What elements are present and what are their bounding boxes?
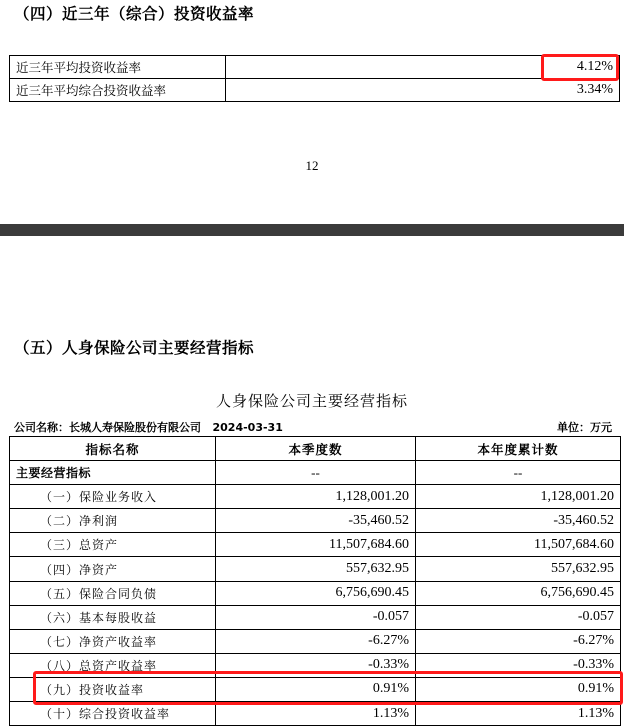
row-label: （一）保险业务收入 <box>10 485 216 509</box>
row-label: （十）综合投资收益率 <box>10 702 216 726</box>
table-row <box>10 557 621 581</box>
highlight-box <box>541 54 619 81</box>
cell-quarter: 6,756,690.45 <box>216 581 416 605</box>
cell-ytd: -6.27% <box>416 629 621 653</box>
row-value: 3.34% <box>226 79 620 102</box>
row-value: 4.12% <box>226 56 620 79</box>
cell-quarter: 1,128,001.20 <box>216 485 416 509</box>
cell-quarter: -0.057 <box>216 605 416 629</box>
row-label: 主要经营指标 <box>10 461 216 485</box>
investment-return-table <box>9 55 620 102</box>
cell-ytd: 6,756,690.45 <box>416 581 621 605</box>
cell-ytd: 1,128,001.20 <box>416 485 621 509</box>
table-header-row <box>10 437 621 461</box>
cell-ytd: 1.13% <box>416 702 621 726</box>
unit-label: 单位：万元 <box>557 421 612 434</box>
row-label: （八）总资产收益率 <box>10 653 216 677</box>
column-header: 指标名称 <box>10 437 216 461</box>
cell-quarter: 0.91% <box>216 677 416 701</box>
table-row <box>10 533 621 557</box>
table-row <box>10 56 620 79</box>
row-label: 近三年平均综合投资收益率 <box>10 79 226 102</box>
cell-ytd: -- <box>416 461 621 485</box>
table-row <box>10 605 621 629</box>
cell-quarter: -35,460.52 <box>216 509 416 533</box>
company-info: 公司名称：长城人寿保险股份有限公司 2024-03-31 <box>14 421 283 434</box>
row-label: （七）净资产收益率 <box>10 629 216 653</box>
highlight-box <box>33 671 623 705</box>
cell-quarter: -0.33% <box>216 653 416 677</box>
table-caption: 人身保险公司主要经营指标 <box>215 392 408 410</box>
section5-title: （五）人身保险公司主要经营指标 <box>14 339 255 357</box>
cell-ytd: 11,507,684.60 <box>416 533 621 557</box>
row-label: （九）投资收益率 <box>10 677 216 701</box>
row-label: （四）净资产 <box>10 557 216 581</box>
cell-ytd: 0.91% <box>416 677 621 701</box>
table-row <box>10 629 621 653</box>
column-header: 本年度累计数 <box>416 437 621 461</box>
page-number: 12 <box>305 158 319 173</box>
table-row <box>10 485 621 509</box>
table-row <box>10 79 620 102</box>
row-label: （二）净利润 <box>10 509 216 533</box>
cell-quarter: 1.13% <box>216 702 416 726</box>
table-row <box>10 461 621 485</box>
table-row <box>10 581 621 605</box>
row-label: （三）总资产 <box>10 533 216 557</box>
row-label: （五）保险合同负债 <box>10 581 216 605</box>
cell-quarter: 11,507,684.60 <box>216 533 416 557</box>
cell-quarter: -6.27% <box>216 629 416 653</box>
cell-ytd: 557,632.95 <box>416 557 621 581</box>
cell-ytd: -35,460.52 <box>416 509 621 533</box>
cell-quarter: 557,632.95 <box>216 557 416 581</box>
table-row <box>10 509 621 533</box>
cell-quarter: -- <box>216 461 416 485</box>
table-row <box>10 702 621 726</box>
column-header: 本季度数 <box>216 437 416 461</box>
cell-ytd: -0.057 <box>416 605 621 629</box>
row-label: 近三年平均投资收益率 <box>10 56 226 79</box>
row-label: （六）基本每股收益 <box>10 605 216 629</box>
page-divider <box>0 224 624 236</box>
cell-ytd: -0.33% <box>416 653 621 677</box>
section4-title: （四）近三年（综合）投资收益率 <box>14 5 255 23</box>
